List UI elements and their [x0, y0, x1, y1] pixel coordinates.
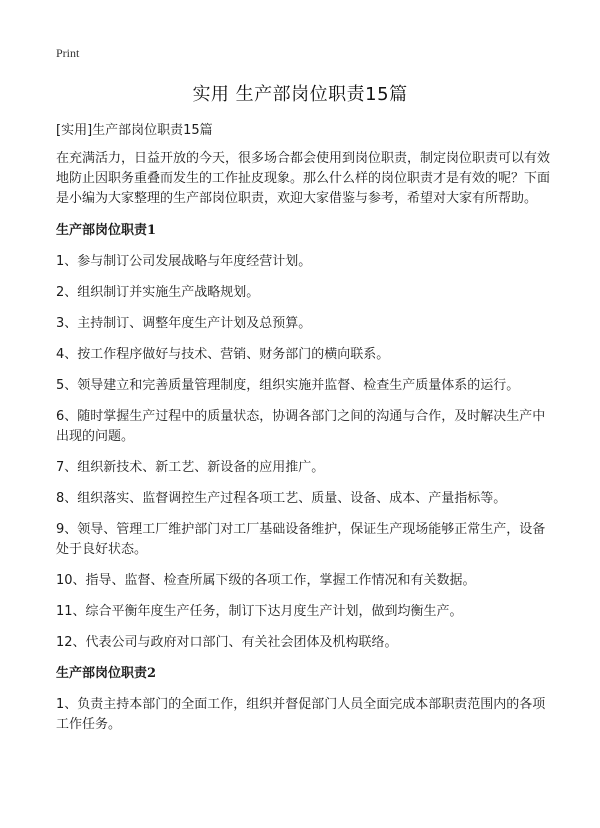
duty-item: 1、参与制订公司发展战略与年度经营计划。: [56, 254, 312, 269]
duty-item: 4、按工作程序做好与技术、营销、财务部门的横向联系。: [56, 347, 390, 362]
document-subtitle: [实用]生产部岗位职责15篇: [56, 123, 213, 138]
duty-item: 8、组织落实、监督调控生产过程各项工艺、质量、设备、成本、产量指标等。: [56, 491, 507, 506]
duty-item: 1、负责主持本部门的全面工作，组织并督促部门人员全面完成本部职责范围内的各项工作任务。: [56, 697, 546, 732]
duty-item: 9、领导、管理工厂维护部门对工厂基础设备维护，保证生产现场能够正常生产，设备处于良好状态。: [56, 522, 546, 557]
duty-item: 5、领导建立和完善质量管理制度，组织实施并监督、检查生产质量体系的运行。: [56, 378, 520, 393]
section-heading: 生产部岗位职责1: [56, 223, 157, 238]
intro-paragraph: 在充满活力，日益开放的今天，很多场合都会使用到岗位职责，制定岗位职责可以有效地防止因职务重叠而发生的工作扯皮现象。那么什么样的岗位职责才是有效的呢？下面是小编为大家整理的生产部岗位职责，欢迎大家借鉴与参考，希望对大家有所帮助。: [56, 151, 551, 206]
duty-item: 12、代表公司与政府对口部门、有关社会团体及机构联络。: [56, 635, 398, 650]
section-heading: 生产部岗位职责2: [56, 666, 157, 681]
duty-item: 11、综合平衡年度生产任务，制订下达月度生产计划，做到均衡生产。: [56, 604, 463, 619]
duty-item: 7、组织新技术、新工艺、新设备的应用推广。: [56, 460, 325, 475]
duty-item: 10、指导、监督、检查所属下级的各项工作，掌握工作情况和有关数据。: [56, 573, 476, 588]
duty-item: 3、主持制订、调整年度生产计划及总预算。: [56, 316, 312, 331]
document-body: [56, 121, 556, 746]
duty-item: 2、组织制订并实施生产战略规划。: [56, 285, 260, 300]
print-label[interactable]: Print: [56, 46, 80, 60]
document-title: 实用 生产部岗位职责15篇: [192, 84, 408, 105]
duty-item: 6、随时掌握生产过程中的质量状态，协调各部门之间的沟通与合作，及时解决生产中出现的问题。: [56, 409, 546, 444]
